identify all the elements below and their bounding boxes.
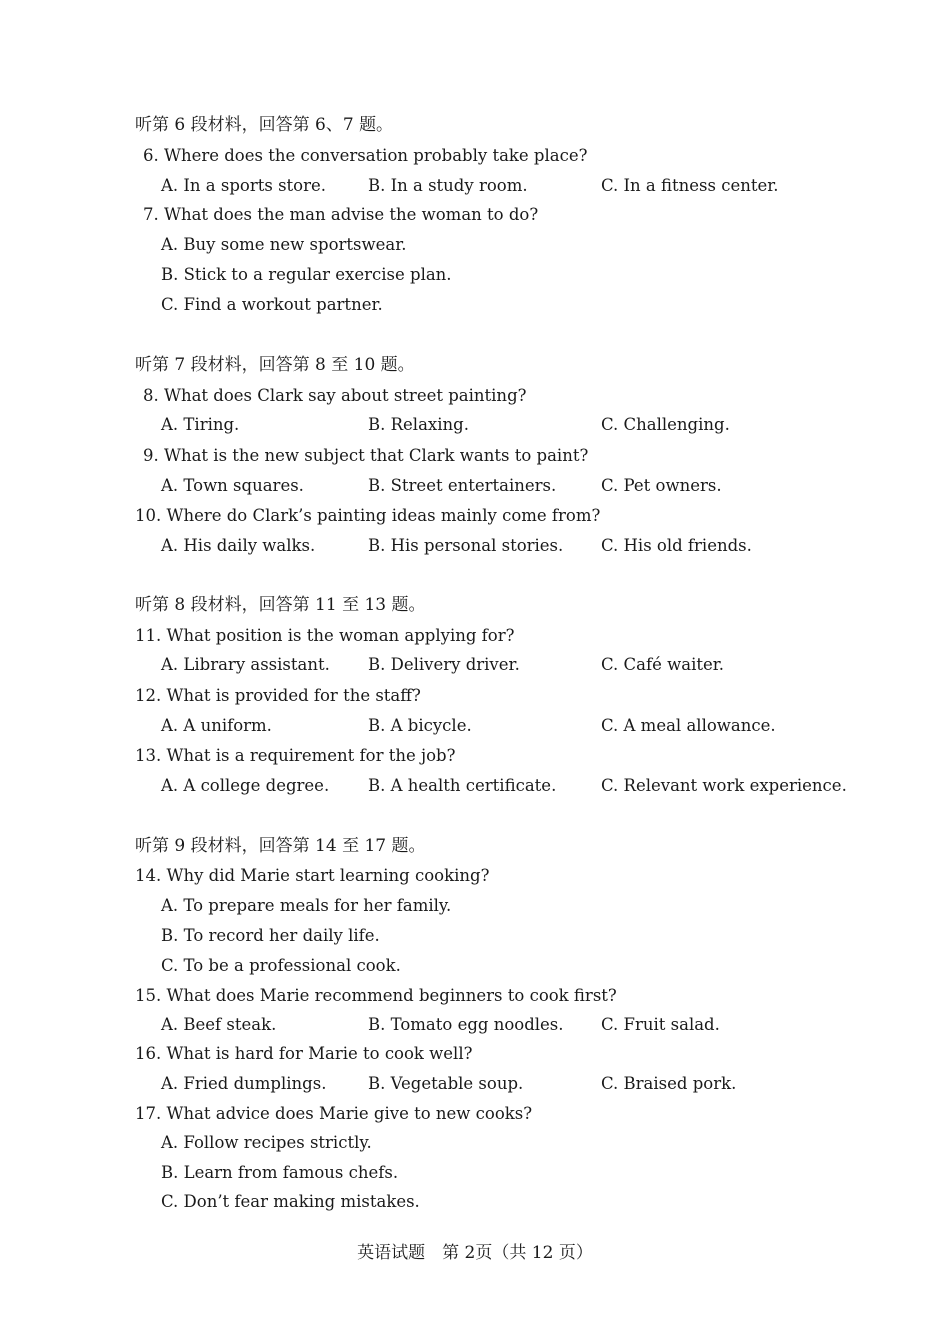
option-a: A. A college degree.: [161, 776, 330, 795]
section-heading: 听第 9 段材料，回答第 14 至 17 题。: [135, 836, 426, 856]
page-footer: 英语试题 第 2页（共 12 页）: [357, 1243, 593, 1263]
option-c: C. Relevant work experience.: [601, 776, 847, 795]
option-c: C. Braised pork.: [601, 1074, 737, 1093]
option-a: A. His daily walks.: [161, 536, 316, 555]
section-heading: 听第 7 段材料，回答第 8 至 10 题。: [135, 355, 415, 375]
option-b: B. Delivery driver.: [368, 655, 520, 674]
option-a: A. Beef steak.: [161, 1015, 277, 1034]
option-b: B. Street entertainers.: [368, 476, 557, 495]
option-c: C. Fruit salad.: [601, 1015, 720, 1034]
option-b: B. Learn from famous chefs.: [161, 1163, 399, 1182]
question-stem: 17. What advice does Marie give to new cooks?: [135, 1104, 533, 1123]
option-c: C. Challenging.: [601, 415, 730, 434]
option-b: B. Relaxing.: [368, 415, 469, 434]
option-c: C. To be a professional cook.: [161, 956, 401, 975]
option-b: B. A bicycle.: [368, 716, 472, 735]
option-b: B. Vegetable soup.: [368, 1074, 524, 1093]
option-b: B. Stick to a regular exercise plan.: [161, 265, 452, 284]
option-c: C. Café waiter.: [601, 655, 725, 674]
option-c: C. A meal allowance.: [601, 716, 776, 735]
question-stem: 16. What is hard for Marie to cook well?: [135, 1044, 473, 1063]
option-c: C. In a fitness center.: [601, 176, 779, 195]
question-stem: 9. What is the new subject that Clark wants to paint?: [143, 446, 589, 465]
option-a: A. In a sports store.: [161, 176, 326, 195]
option-b: B. In a study room.: [368, 176, 528, 195]
option-a: A. Tiring.: [161, 415, 240, 434]
option-b: B. To record her daily life.: [161, 926, 380, 945]
option-c: C. Pet owners.: [601, 476, 722, 495]
question-stem: 8. What does Clark say about street painting?: [143, 386, 527, 405]
question-stem: 15. What does Marie recommend beginners to cook first?: [135, 986, 617, 1005]
section-heading: 听第 8 段材料，回答第 11 至 13 题。: [135, 595, 426, 615]
question-stem: 11. What position is the woman applying for?: [135, 626, 515, 645]
option-c: C. His old friends.: [601, 536, 752, 555]
question-stem: 7. What does the man advise the woman to do?: [143, 205, 539, 224]
option-a: A. Town squares.: [161, 476, 304, 495]
option-a: A. Buy some new sportswear.: [161, 235, 407, 254]
option-b: B. His personal stories.: [368, 536, 564, 555]
option-a: A. Fried dumplings.: [161, 1074, 327, 1093]
question-stem: 13. What is a requirement for the job?: [135, 746, 456, 765]
question-stem: 12. What is provided for the staff?: [135, 686, 421, 705]
option-a: A. Library assistant.: [161, 655, 330, 674]
option-b: B. A health certificate.: [368, 776, 557, 795]
option-a: A. Follow recipes strictly.: [161, 1133, 372, 1152]
option-a: A. To prepare meals for her family.: [161, 896, 452, 915]
option-a: A. A uniform.: [161, 716, 272, 735]
question-stem: 10. Where do Clark’s painting ideas mainly come from?: [135, 506, 601, 525]
question-stem: 14. Why did Marie start learning cooking?: [135, 866, 490, 885]
question-stem: 6. Where does the conversation probably take place?: [143, 146, 588, 165]
option-c: C. Don’t fear making mistakes.: [161, 1192, 420, 1211]
option-c: C. Find a workout partner.: [161, 295, 383, 314]
option-b: B. Tomato egg noodles.: [368, 1015, 564, 1034]
section-heading: 听第 6 段材料，回答第 6、7 题。: [135, 115, 394, 135]
